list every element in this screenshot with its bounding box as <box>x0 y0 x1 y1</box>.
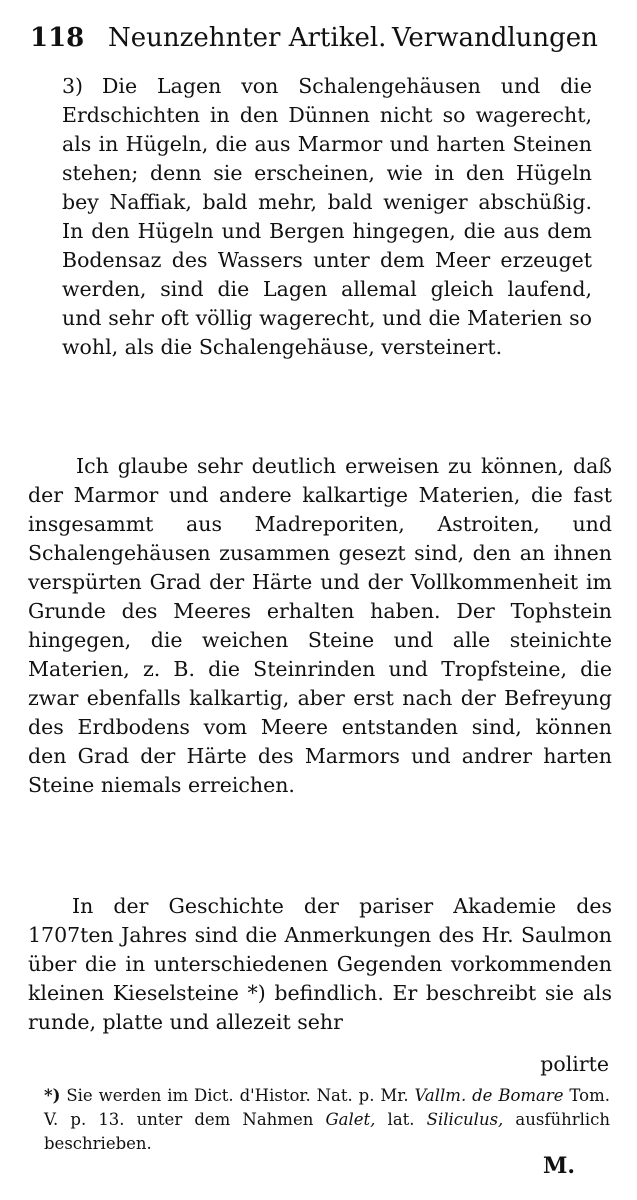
footnote-name-1: Galet, <box>325 1110 376 1129</box>
paragraph-2: Ich glaube sehr deutlich erweisen zu können, daß der Marmor und andere kalkartige Materien, die fast insgesammt aus Madreporiten, Astroiten, und Schalengehäusen zusammen gesezt sind, den an ihnen verspürten Grad der Härte und der Vollkommenheit im Grunde des Meeres erhalten haben. Der Tophstein hingegen, die weichen Steine und alle steinichte Materien, z. B. die Steinrinden und Tropfsteine, die zwar ebenfalls kalkartig, aber erst nach der Befreyung des Erdbodens vom Meere entstanden sind, können den Grad der Härte des Marmors und andrer harten Steine niemals erreichen. <box>28 454 612 797</box>
signature-mark: M. <box>542 1153 575 1179</box>
paragraph-3: In der Geschichte der pariser Akademie des 1707ten Jahres sind die Anmerkungen des Hr. Saulmon über die in unterschiedenen Gegenden vorkommenden kleinen Kieselsteine *) befindlich. Er beschreibt sie als runde, platte und allezeit sehr <box>28 894 612 1034</box>
page-number: 118 <box>30 23 85 53</box>
footnote-author: Vallm. de Bomare <box>414 1086 564 1105</box>
footnote-text-3: lat. <box>387 1110 415 1129</box>
running-title: Verwandlungen <box>392 23 598 53</box>
paragraph-numbered-3 <box>62 72 592 362</box>
footnote <box>44 1084 610 1156</box>
paragraph-number: 3) <box>62 74 84 98</box>
footnote-text-1: Sie werden im Dict. d'Histor. Nat. p. Mr. <box>66 1086 409 1105</box>
page-header <box>30 16 610 60</box>
footnote-mark: *) <box>44 1086 61 1105</box>
footnote-name-2: Siliculus, <box>426 1110 504 1129</box>
catchword: polirte <box>540 1052 609 1076</box>
footnote-text-2: Tom. V. p. 13. unter dem Nahmen <box>44 1086 610 1129</box>
footnote-text-4: ausführlich beschrieben. <box>44 1110 611 1153</box>
paragraph-1-text: Die Lagen von Schalengehäusen und die Erdschichten in den Dünnen nicht so wagerecht, als in Hügeln, die aus Marmor und harten Steinen stehen; denn sie erscheinen, wie in den Hügeln bey Naffiak, bald mehr, bald weniger abschüßig. In den Hügeln und Bergen hingegen, die aus dem Bodensaz des Wassers unter dem Meer erzeuget werden, sind die Lagen allemal gleich laufend, und sehr oft völlig wagerecht, und die Materien so wohl, als die Schalengehäuse, versteinert. <box>62 74 592 359</box>
article-heading: Neunzehnter Artikel. <box>108 23 387 53</box>
